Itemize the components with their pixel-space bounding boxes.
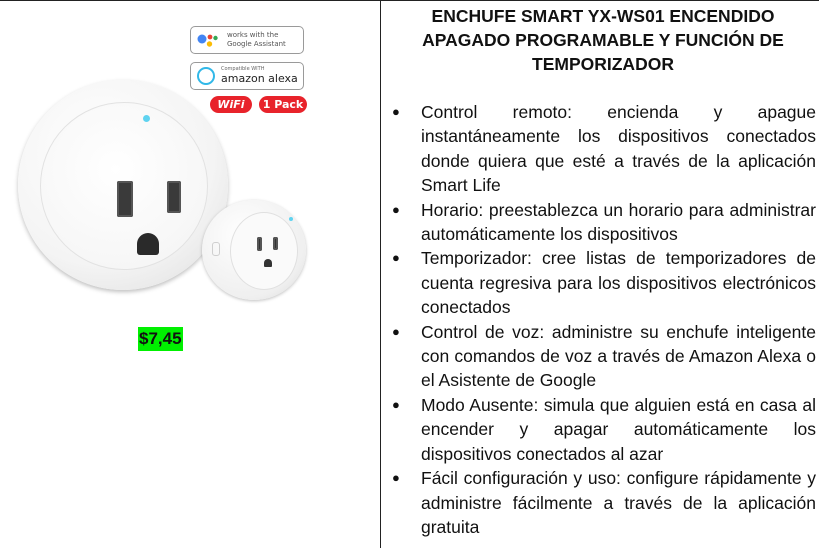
google-assistant-line1: works with the: [227, 31, 279, 39]
small-plug-face: [230, 212, 298, 290]
smart-plug-side: [202, 200, 306, 300]
alexa-icon: [197, 67, 215, 85]
list-item: ● Control remoto: encienda y apague instantáneamente los dispositivos conectados donde quiera que esté a través de la aplicación Smart Life: [392, 102, 816, 196]
bullet-icon: ●: [392, 323, 400, 339]
list-item: ● Control de voz: administre su enchufe inteligente con comandos de voz a través de Amazon Alexa o el Asistente de Google: [392, 321, 816, 391]
bullet-icon: ●: [392, 396, 400, 412]
bullet-icon: ●: [392, 104, 400, 119]
bullet-icon: ●: [392, 250, 400, 266]
list-item: ● Temporizador: cree listas de temporizadores de cuenta regresiva para los dispositivos electrónicos conectados: [392, 248, 816, 318]
plug-face: [40, 102, 208, 270]
alexa-badge: [190, 62, 304, 90]
list-item: ● Horario: preestablezca un horario para administrar automáticamente los dispositivos: [392, 199, 816, 245]
outlet-slot-right: [167, 181, 181, 213]
alexa-line2: amazon alexa: [221, 72, 298, 85]
product-image-cell: [0, 0, 381, 548]
small-status-led-icon: [289, 217, 293, 221]
product-title: ENCHUFE SMART YX-WS01 ENCENDIDO APAGADO PROGRAMABLE Y FUNCIÓN DE TEMPORIZADOR: [422, 6, 784, 74]
google-assistant-line2: Google Assistant: [227, 40, 286, 48]
pack-badge: 1 Pack: [259, 96, 307, 113]
outlet-ground: [137, 233, 159, 255]
google-assistant-badge: [190, 26, 304, 54]
list-item: ● Modo Ausente: simula que alguien está en casa al encender y apagar automáticamente los dispositivos conectados al azar: [392, 394, 816, 464]
bullet-icon: ●: [392, 201, 400, 217]
product-photo: [10, 20, 310, 302]
smart-plug-front: [18, 80, 228, 290]
outlet-slot-left: [117, 181, 133, 217]
list-item: ● Fácil configuración y uso: configure rápidamente y administre fácilmente a través de la aplicación gratuita: [392, 468, 816, 537]
small-outlet-slot-left: [257, 237, 262, 251]
google-assistant-icon: [197, 32, 219, 50]
small-outlet-slot-right: [273, 237, 278, 250]
price-tag: $7,45: [138, 327, 183, 351]
status-led-icon: [143, 115, 150, 122]
feature-list: [386, 100, 816, 539]
wifi-badge: WiFi: [210, 96, 252, 113]
small-outlet-ground: [264, 259, 272, 267]
alexa-line1: Compatible WITH: [221, 66, 265, 72]
power-button-icon: [212, 242, 220, 256]
bullet-icon: ●: [392, 470, 400, 486]
